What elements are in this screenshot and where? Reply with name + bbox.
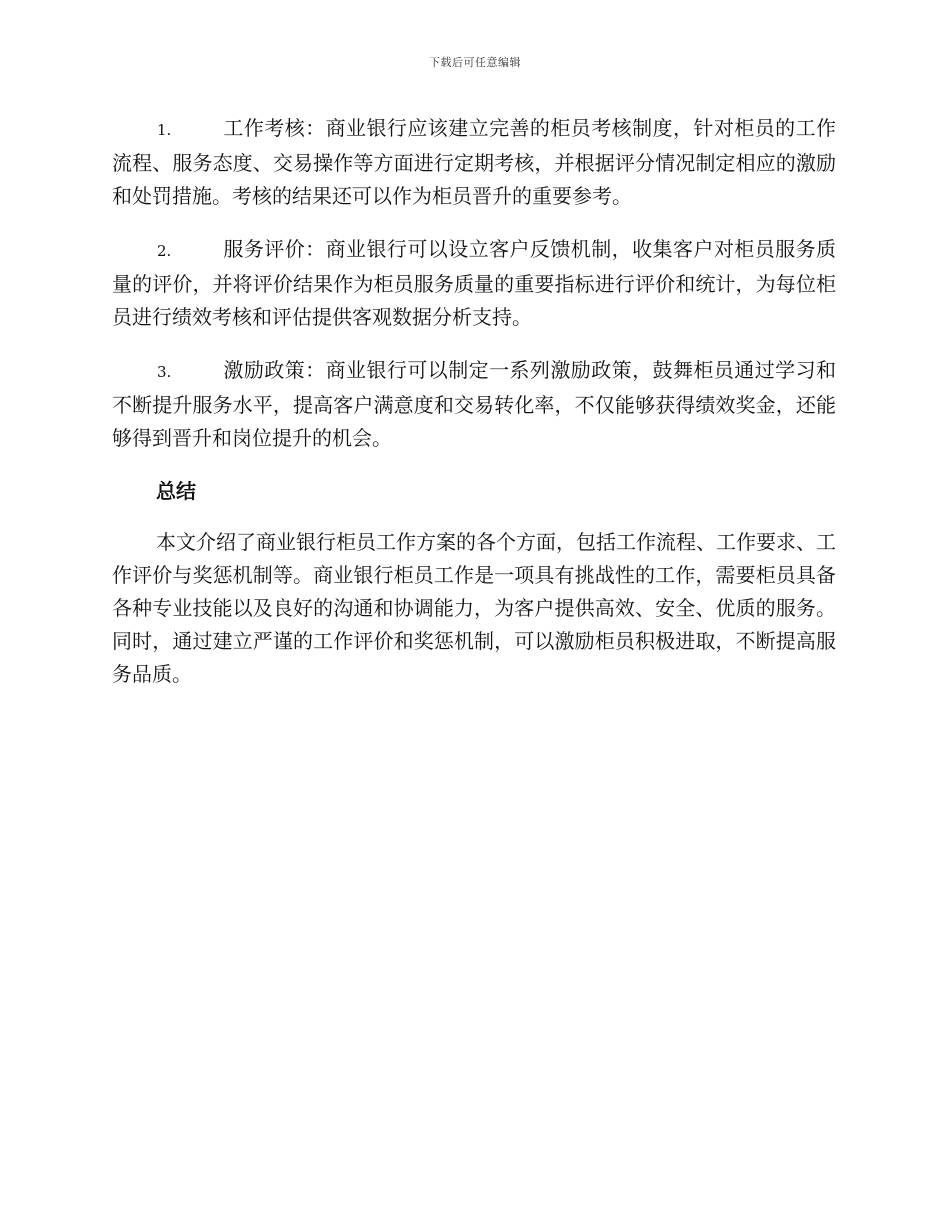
list-item-number: 2. xyxy=(157,242,172,260)
list-item-text: 工作考核：商业银行应该建立完善的柜员考核制度，针对柜员的工作流程、服务态度、交易操作等方面进行定期考核，并根据评分情况制定相应的激励和处罚措施。考核的结果还可以作为柜员晋升的重要参考。 xyxy=(112,116,836,208)
page-header-note: 下载后可任意编辑 xyxy=(429,56,521,69)
list-item xyxy=(112,112,836,213)
list-item xyxy=(112,233,836,334)
list-item-text: 激励政策：商业银行可以制定一系列激励政策，鼓舞柜员通过学习和不断提升服务水平，提高客户满意度和交易转化率，不仅能够获得绩效奖金，还能够得到晋升和岗位提升的机会。 xyxy=(112,358,836,450)
summary-heading: 总结 xyxy=(156,479,196,503)
list-item-number: 1. xyxy=(157,121,172,139)
list-item-number: 3. xyxy=(157,363,172,381)
summary-paragraph: 本文介绍了商业银行柜员工作方案的各个方面，包括工作流程、工作要求、工作评价与奖惩机制等。商业银行柜员工作是一项具有挑战性的工作，需要柜员具备各种专业技能以及良好的沟通和协调能力，为客户提供高效、安全、优质的服务。同时，通过建立严谨的工作评价和奖惩机制，可以激励柜员积极进取，不断提高服务品质。 xyxy=(112,530,836,686)
document-body xyxy=(112,112,836,691)
list-item xyxy=(112,354,836,455)
list-item-text: 服务评价：商业银行可以设立客户反馈机制，收集客户对柜员服务质量的评价，并将评价结果作为柜员服务质量的重要指标进行评价和统计，为每位柜员进行绩效考核和评估提供客观数据分析支持。 xyxy=(112,237,836,329)
